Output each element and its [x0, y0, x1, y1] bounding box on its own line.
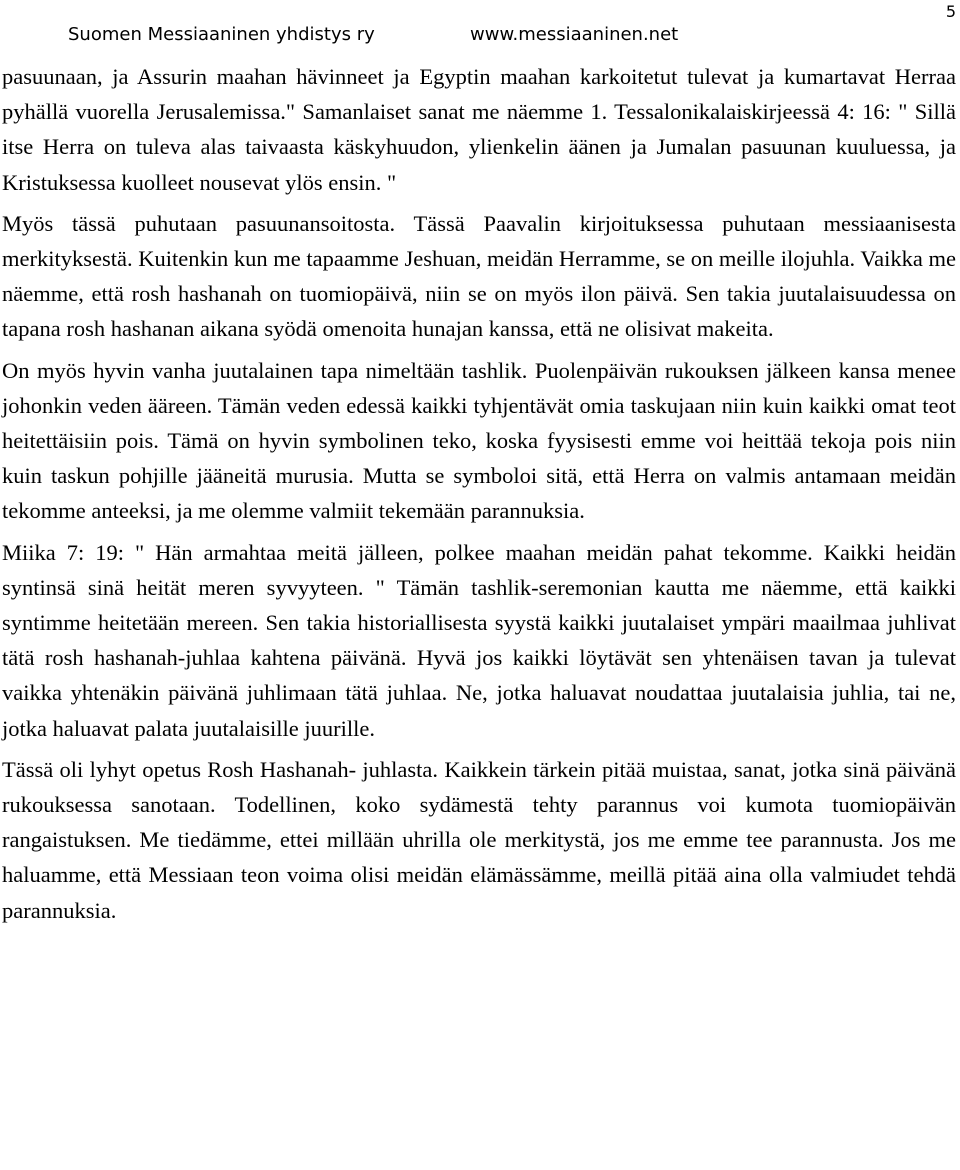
page-header — [0, 0, 960, 56]
document-body — [2, 59, 956, 934]
organization-name: Suomen Messiaaninen yhdistys ry — [68, 24, 375, 45]
paragraph-4: Miika 7: 19: " Hän armahtaa meitä jälleen, polkee maahan meidän pahat tekomme. Kaikki heidän syntinsä sinä heität meren syvyyteen. " Tämän tashlik-seremonian kautta me näemme, että kaikki syntimme heitetään mereen. Sen takia historiallisesta syystä kaikki juutalaiset ympäri maailmaa juhlivat tätä rosh hashanah-juhlaa kahtena päivänä. Hyvä jos kaikki löytävät sen yhtenäisen tavan ja tulevat vaikka yhtenäkin päivänä juhlimaan tätä juhlaa. Ne, jotka haluavat noudattaa juutalaisia juhlia, tai ne, jotka haluavat palata juutalaisille juurille. — [2, 539, 956, 741]
page-number: 5 — [945, 2, 956, 21]
website-url: www.messiaaninen.net — [470, 24, 679, 45]
paragraph-3: On myös hyvin vanha juutalainen tapa nimeltään tashlik. Puolenpäivän rukouksen jälkeen kansa menee johonkin veden ääreen. Tämän veden edessä kaikki tyhjentävät omia taskujaan niin kuin kaikki omat teot heitettäisiin pois. Tämä on hyvin symbolinen teko, koska fyysisesti emme voi heittää tekoja pois niin kuin taskun pohjille jääneitä murusia. Mutta se symboloi sitä, että Herra on valmis antamaan meidän tekomme anteeksi, ja me olemme valmiit tekemään parannuksia. — [2, 357, 956, 524]
paragraph-2: Myös tässä puhutaan pasuunansoitosta. Tässä Paavalin kirjoituksessa puhutaan messiaanisesta merkityksestä. Kuitenkin kun me tapaamme Jeshuan, meidän Herramme, se on meille ilojuhla. Vaikka me näemme, että rosh hashanah on tuomiopäivä, niin se on myös ilon päivä. Sen takia juutalaisuudessa on tapana rosh hashanan aikana syödä omenoita hunajan kanssa, että ne olisivat makeita. — [2, 210, 956, 342]
paragraph-1: pasuunaan, ja Assurin maahan hävinneet ja Egyptin maahan karkoitetut tulevat ja kumartavat Herraa pyhällä vuorella Jerusalemissa." Samanlaiset sanat me näemme 1. Tessalonikalaiskirjeessä 4: 16: " Sillä itse Herra on tuleva alas taivaasta käskyhuudon, ylienkelin äänen ja Jumalan pasuunan kuuluessa, ja Kristuksessa kuolleet nousevat ylös ensin. " — [2, 64, 956, 195]
paragraph-5: Tässä oli lyhyt opetus Rosh Hashanah- juhlasta. Kaikkein tärkein pitää muistaa, sanat, jotka sinä päivänä rukouksessa sanotaan. Todellinen, koko sydämestä tehty parannus voi kumota tuomiopäivän rangaistuksen. Me tiedämme, ettei millään uhrilla ole merkitystä, jos me emme tee parannusta. Jos me haluamme, että Messiaan teon voima olisi meidän elämässämme, meillä pitää aina olla valmiudet tehdä parannuksia. — [2, 756, 956, 923]
